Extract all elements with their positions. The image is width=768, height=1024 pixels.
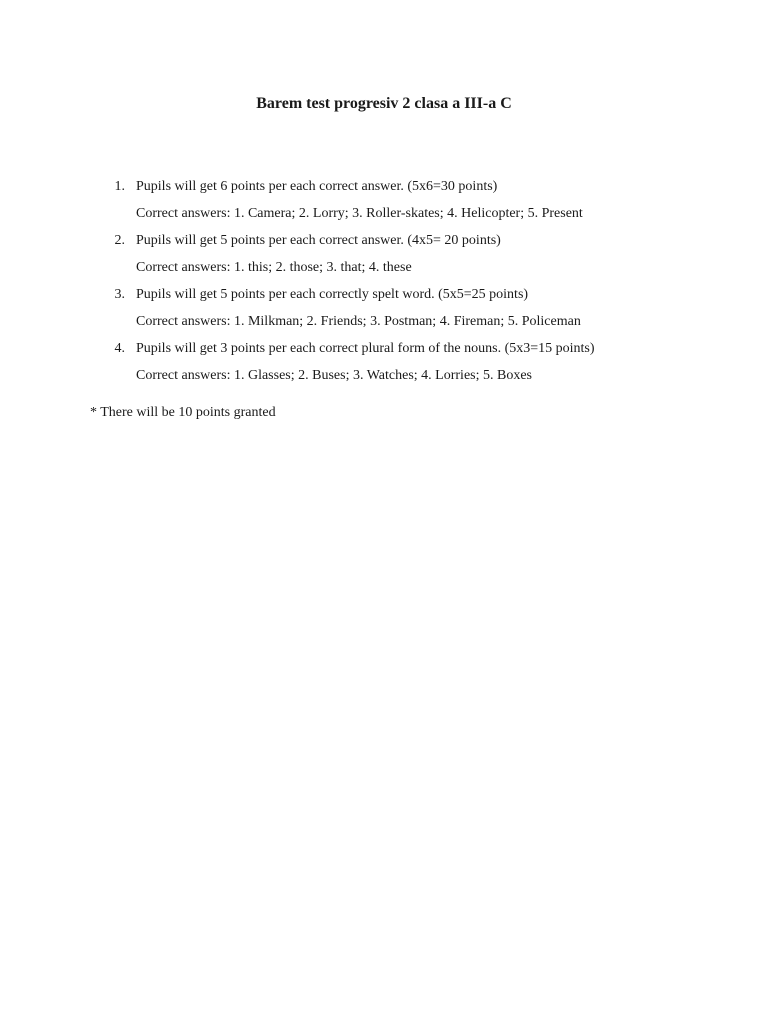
item-number: 3. [114,287,125,302]
item-rule-text: Pupils will get 5 points per each correctly spelt word. (5x5=25 points) [136,287,529,302]
item-correct-answers: Correct answers: 1. Glasses; 2. Buses; 3. Watches; 4. Lorries; 5. Boxes [136,368,532,383]
item-number: 4. [114,341,125,356]
item-correct-answers: Correct answers: 1. Camera; 2. Lorry; 3. Roller-skates; 4. Helicopter; 5. Present [136,206,583,221]
grading-list [105,177,725,393]
item-rule-text: Pupils will get 6 points per each correct answer. (5x6=30 points) [136,179,498,194]
item-number: 1. [114,179,125,194]
item-rule-text: Pupils will get 5 points per each correct answer. (4x5= 20 points) [136,233,501,248]
item-number: 2. [114,233,125,248]
item-correct-answers: Correct answers: 1. this; 2. those; 3. that; 4. these [136,260,412,275]
item-correct-answers: Correct answers: 1. Milkman; 2. Friends; 3. Postman; 4. Fireman; 5. Policeman [136,314,581,329]
footnote: * There will be 10 points granted [90,405,276,420]
item-rule-text: Pupils will get 3 points per each correct plural form of the nouns. (5x3=15 points) [136,341,595,356]
grading-item-1 [105,177,725,231]
page-title: Barem test progresiv 2 clasa a III-a C [256,95,512,112]
grading-item-2 [105,231,725,285]
grading-item-3 [105,285,725,339]
grading-item-4 [105,339,725,393]
